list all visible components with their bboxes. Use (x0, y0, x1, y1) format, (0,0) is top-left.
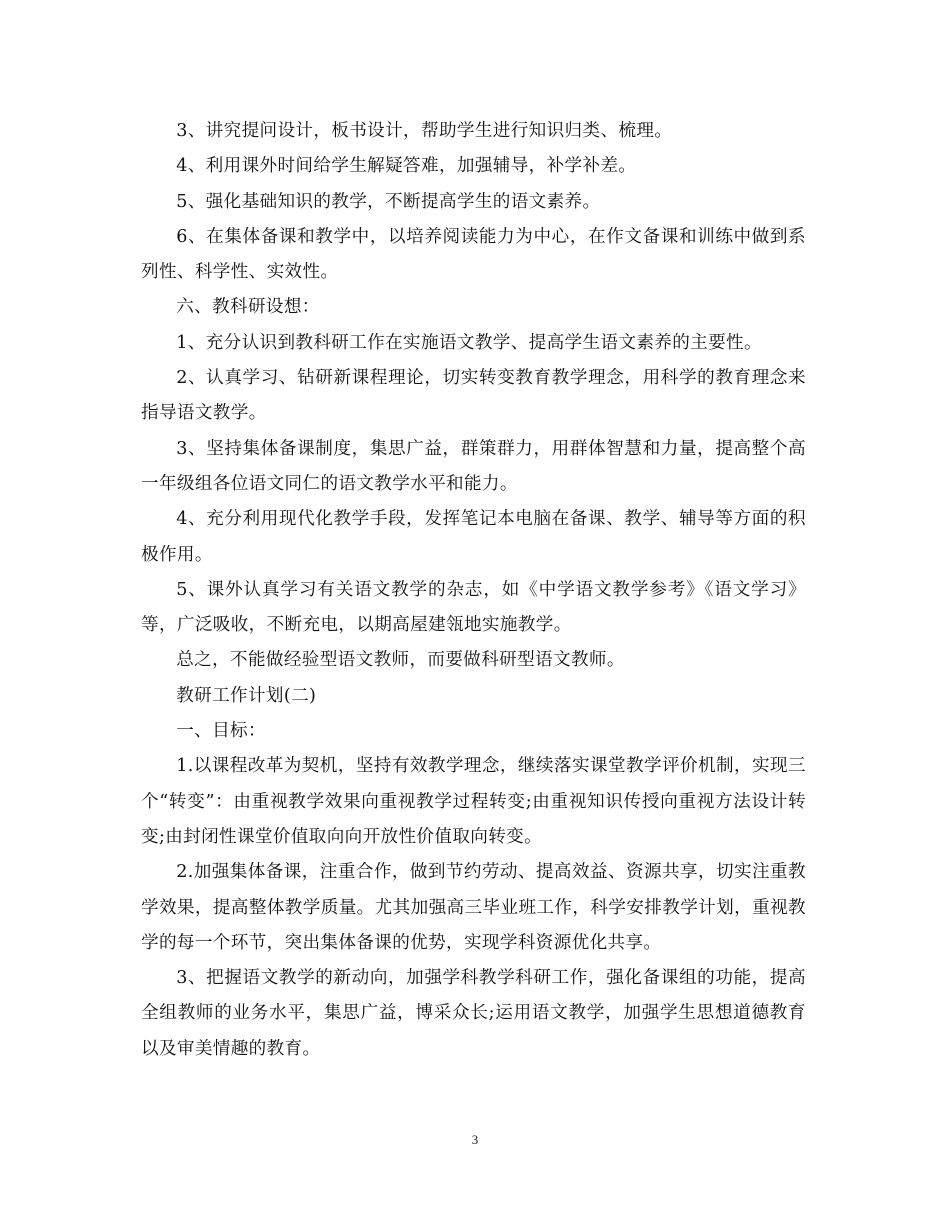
paragraph: 总之，不能做经验型语文教师，而要做科研型语文教师。 (176, 650, 625, 671)
document-body (141, 114, 806, 1067)
section-heading: 六、教科研设想： (176, 297, 320, 318)
page-number: 3 (471, 1132, 479, 1147)
paragraph: 1.以课程改革为契机，坚持有效教学理念，继续落实课堂教学评价机制，实现三个“转变”：由重视教学效果向重视教学过程转变;由重视知识传授向重视方法设计转变;由封闭性课堂价值取向向开放性价值取向转变。 (141, 756, 806, 847)
paragraph: 4、利用课外时间给学生解疑答难，加强辅导，补学补差。 (176, 156, 637, 177)
paragraph: 2.加强集体备课，注重合作，做到节约劳动、提高效益、资源共享，切实注重教学效果，提高整体教学质量。尤其加强高三毕业班工作，科学安排教学计划，重视教学的每一个环节，突出集体备课的优势，实现学科资源优化共享。 (141, 862, 806, 953)
paragraph: 3、讲究提问设计，板书设计，帮助学生进行知识归类、梳理。 (176, 121, 673, 141)
paragraph: 3、坚持集体备课制度，集思广益，群策群力，用群体智慧和力量，提高整个高一年级组各位语文同仁的语文教学水平和能力。 (141, 438, 806, 494)
section-heading: 一、目标： (176, 721, 266, 742)
paragraph: 4、充分利用现代化教学手段，发挥笔记本电脑在备课、教学、辅导等方面的积极作用。 (141, 509, 806, 565)
paragraph: 1、充分认识到教科研工作在实施语文教学、提高学生语文素养的主要性。 (176, 332, 762, 353)
paragraph: 3、把握语文教学的新动向，加强学科教学科研工作，强化备课组的功能，提高全组教师的业务水平，集思广益，博采众长;运用语文教学，加强学生思想道德教育以及审美情趣的教育。 (141, 968, 806, 1059)
paragraph: 6、在集体备课和教学中，以培养阅读能力为中心，在作文备课和训练中做到系列性、科学性、实效性。 (141, 226, 806, 283)
paragraph: 2、认真学习、钻研新课程理论，切实转变教育教学理念，用科学的教育理念来指导语文教学。 (141, 368, 806, 424)
paragraph: 5、课外认真学习有关语文教学的杂志，如《中学语文教学参考》《语文学习》等，广泛吸收，不断充电，以期高屋建瓴地实施教学。 (141, 579, 806, 636)
paragraph: 5、强化基础知识的教学，不断提高学生的语文素养。 (176, 191, 601, 212)
document-subtitle: 教研工作计划(二) (176, 685, 317, 706)
